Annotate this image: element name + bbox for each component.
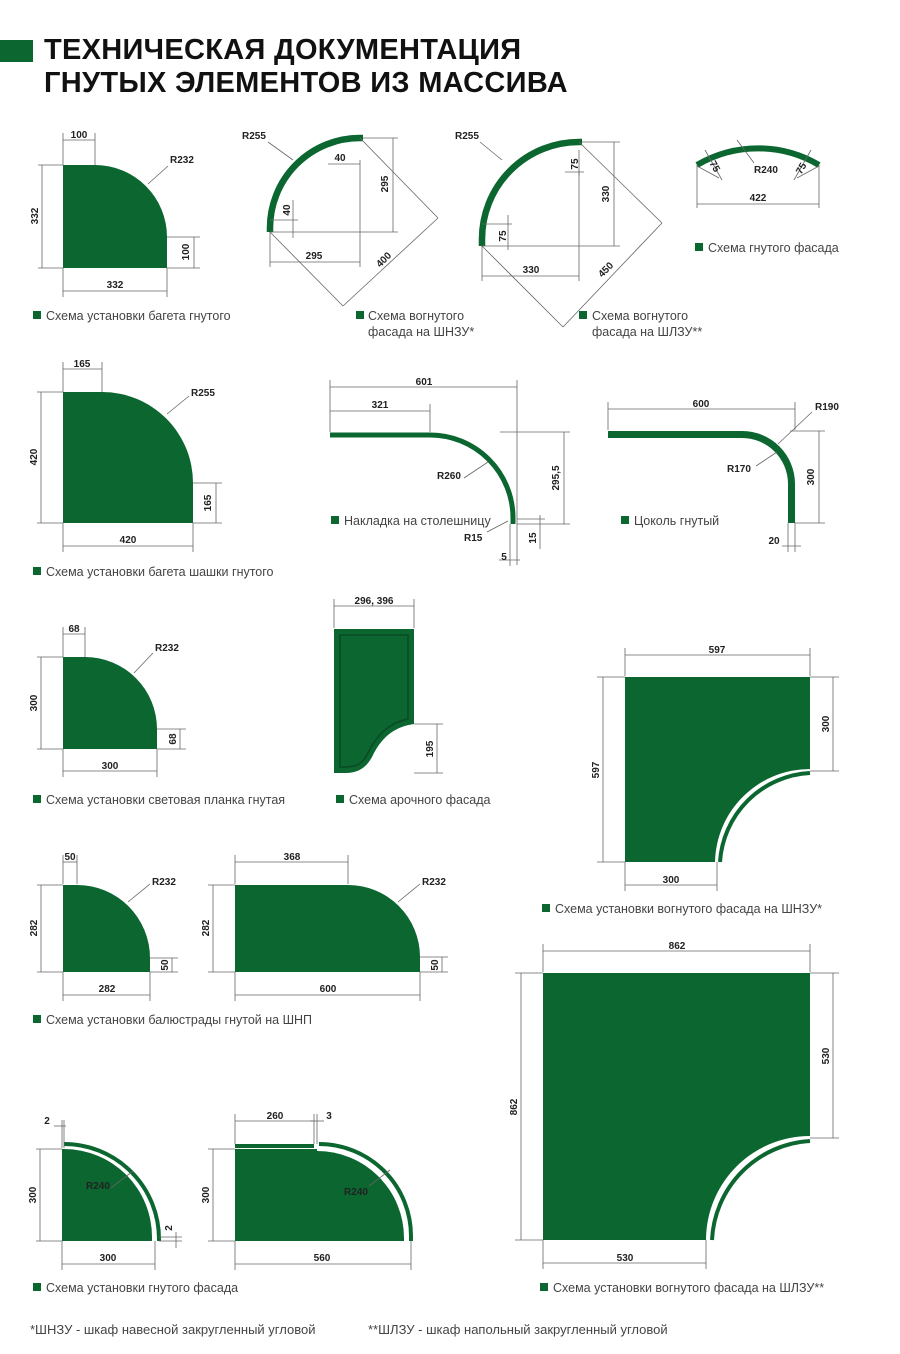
dim-label: 100 (70, 130, 88, 141)
dim-label: 100 (181, 243, 192, 261)
dim-label: R255 (191, 388, 215, 399)
caption-concave-shnzu-install: Схема установки вогнутого фасада на ШНЗУ* (555, 902, 823, 916)
dim-label: 321 (371, 400, 389, 411)
caption-bullet (356, 311, 364, 319)
dim-label: 530 (616, 1253, 634, 1264)
dim-label: 40 (334, 153, 346, 164)
dim-label: 560 (313, 1253, 331, 1264)
dim-label: 15 (528, 532, 539, 544)
caption-baget: Схема установки багета гнутого (46, 309, 231, 323)
caption-arch-facade: Схема арочного фасада (349, 793, 491, 807)
dim-label: 300 (662, 875, 680, 886)
footnote-shlzu: **ШЛЗУ - шкаф напольный закругленный угловой (368, 1322, 668, 1337)
dim-label: 300 (201, 1186, 212, 1204)
dim-label: 862 (668, 941, 686, 952)
dim-label: 597 (708, 645, 726, 656)
dim-label: 368 (283, 852, 301, 863)
bent-facade-a-body (62, 1149, 152, 1241)
footnote-shnzu: *ШНЗУ - шкаф навесной закругленный угловой (30, 1322, 316, 1337)
dim-label: 597 (591, 761, 602, 779)
dim-label: 422 (749, 193, 767, 204)
dim-label: 3 (326, 1111, 332, 1122)
dim-label: 5 (501, 552, 507, 563)
dim-label: R15 (464, 533, 483, 544)
dim-label: 420 (119, 535, 137, 546)
dim-label: 601 (415, 377, 433, 388)
baget-shashki-shape (63, 392, 193, 523)
dim-label: 400 (374, 250, 395, 271)
diagram-light-strip (29, 624, 285, 807)
dim-label: R170 (727, 464, 751, 475)
dim-label: 282 (201, 919, 212, 937)
caption-bullet (33, 1283, 41, 1291)
dim-label: 75 (794, 161, 810, 177)
dim-label: 195 (425, 740, 436, 758)
diagram-concave-shlzu-profile (455, 131, 702, 339)
dim-label: 165 (73, 359, 91, 370)
diagram-bent-facade-install (28, 1111, 411, 1295)
dim-label: R190 (815, 402, 839, 413)
dim-label: R240 (344, 1187, 368, 1198)
arch-facade-shape (334, 629, 414, 773)
dim-label: 300 (29, 694, 40, 712)
dim-label: R260 (437, 471, 461, 482)
dim-label: 75 (570, 158, 581, 170)
caption-line: фасада на ШНЗУ* (368, 325, 475, 339)
concave-shnzu-install-shape (625, 677, 810, 862)
dim-label: 50 (64, 852, 76, 863)
dim-label: 295 (380, 175, 391, 193)
caption-bullet (33, 1015, 41, 1023)
caption-concave-shlzu-install: Схема установки вогнутого фасада на ШЛЗУ** (553, 1281, 825, 1295)
caption-bullet (33, 567, 41, 575)
dim-label: R232 (152, 877, 176, 888)
page-title-line1: ТЕХНИЧЕСКАЯ ДОКУМЕНТАЦИЯ (44, 34, 522, 66)
caption-bent-facade: Схема гнутого фасада (708, 241, 839, 255)
balustrade-a-shape (63, 885, 150, 972)
diagram-baget (30, 130, 231, 323)
caption-bullet (33, 795, 41, 803)
dim-label: 300 (806, 468, 817, 486)
dim-label: 332 (106, 280, 124, 291)
caption-line: фасада на ШЛЗУ** (592, 325, 703, 339)
caption-bullet (695, 243, 703, 251)
diagram-baget-shashki (29, 359, 274, 579)
caption-bullet (540, 1283, 548, 1291)
caption-balustrade: Схема установки балюстрады гнутой на ШНП (46, 1013, 313, 1027)
caption-bullet (33, 311, 41, 319)
caption-line: Схема вогнутого (592, 309, 689, 323)
dim-label: 420 (29, 448, 40, 466)
dim-label: R240 (754, 165, 778, 176)
caption-plinth: Цоколь гнутый (634, 514, 720, 528)
bent-facade-b-body (235, 1149, 404, 1241)
caption-line: Схема вогнутого (368, 309, 465, 323)
dim-label: 330 (522, 265, 540, 276)
dim-label: 600 (692, 399, 710, 410)
diagram-concave-shlzu-install (509, 941, 839, 1295)
dim-label: 295 (305, 251, 323, 262)
concave-shlzu-arc (482, 142, 582, 246)
caption-bullet (621, 516, 629, 524)
caption-bullet (336, 795, 344, 803)
dim-label: R240 (86, 1181, 110, 1192)
dim-label: 68 (168, 733, 179, 745)
dim-label: 40 (282, 204, 293, 216)
dim-label: R255 (242, 131, 266, 142)
dim-label: 50 (430, 959, 441, 971)
caption-countertop-overlay: Накладка на столешницу (344, 514, 491, 528)
dim-label: 450 (596, 260, 617, 281)
dim-label: 282 (98, 984, 116, 995)
dim-label: 330 (601, 185, 612, 203)
dim-label: R255 (455, 131, 479, 142)
caption-baget-shashki: Схема установки багета шашки гнутого (46, 565, 274, 579)
dim-label: 300 (821, 715, 832, 733)
dim-label: R232 (170, 155, 194, 166)
dim-label: 75 (498, 230, 509, 242)
dim-label: 600 (319, 984, 337, 995)
caption-bullet (579, 311, 587, 319)
page-title-line2: ГНУТЫХ ЭЛЕМЕНТОВ ИЗ МАССИВА (44, 67, 568, 99)
diagram-bent-facade-profile (695, 140, 839, 255)
dim-label: 75 (706, 159, 722, 175)
dim-label: 295,5 (551, 465, 562, 491)
dim-label: 862 (509, 1098, 520, 1116)
diagram-concave-shnzu-install (542, 645, 839, 916)
dim-label: 68 (68, 624, 80, 635)
diagram-countertop-overlay (330, 377, 570, 566)
dim-label: R232 (422, 877, 446, 888)
diagram-concave-shnzu-profile (242, 131, 474, 339)
countertop-overlay-profile (330, 435, 513, 524)
dim-label: 2 (164, 1225, 175, 1231)
dim-label: 50 (160, 959, 171, 971)
dim-label: 300 (99, 1253, 117, 1264)
dim-label: 332 (30, 207, 41, 225)
dim-label: 282 (29, 919, 40, 937)
dim-label: 260 (266, 1111, 284, 1122)
light-strip-shape (63, 657, 157, 749)
dim-label: R232 (155, 643, 179, 654)
caption-light-strip: Схема установки световая планка гнутая (46, 793, 286, 807)
diagram-arch-facade (334, 596, 490, 807)
dim-label: 300 (101, 761, 119, 772)
dim-label: 2 (44, 1116, 50, 1127)
balustrade-b-shape (235, 885, 420, 972)
concave-shlzu-install-shape (543, 973, 810, 1240)
dim-label: 530 (821, 1047, 832, 1065)
diagram-balustrade (29, 852, 448, 1027)
dim-label: 20 (768, 536, 780, 547)
caption-bent-facade-install: Схема установки гнутого фасада (46, 1281, 239, 1295)
concave-shnzu-arc (270, 138, 363, 232)
caption-bullet (542, 904, 550, 912)
diagram-plinth (608, 399, 839, 552)
caption-bullet (331, 516, 339, 524)
dim-label: 296, 396 (354, 596, 394, 607)
dim-label: 165 (203, 494, 214, 512)
dim-label: 300 (28, 1186, 39, 1204)
plinth-shape (608, 431, 795, 523)
